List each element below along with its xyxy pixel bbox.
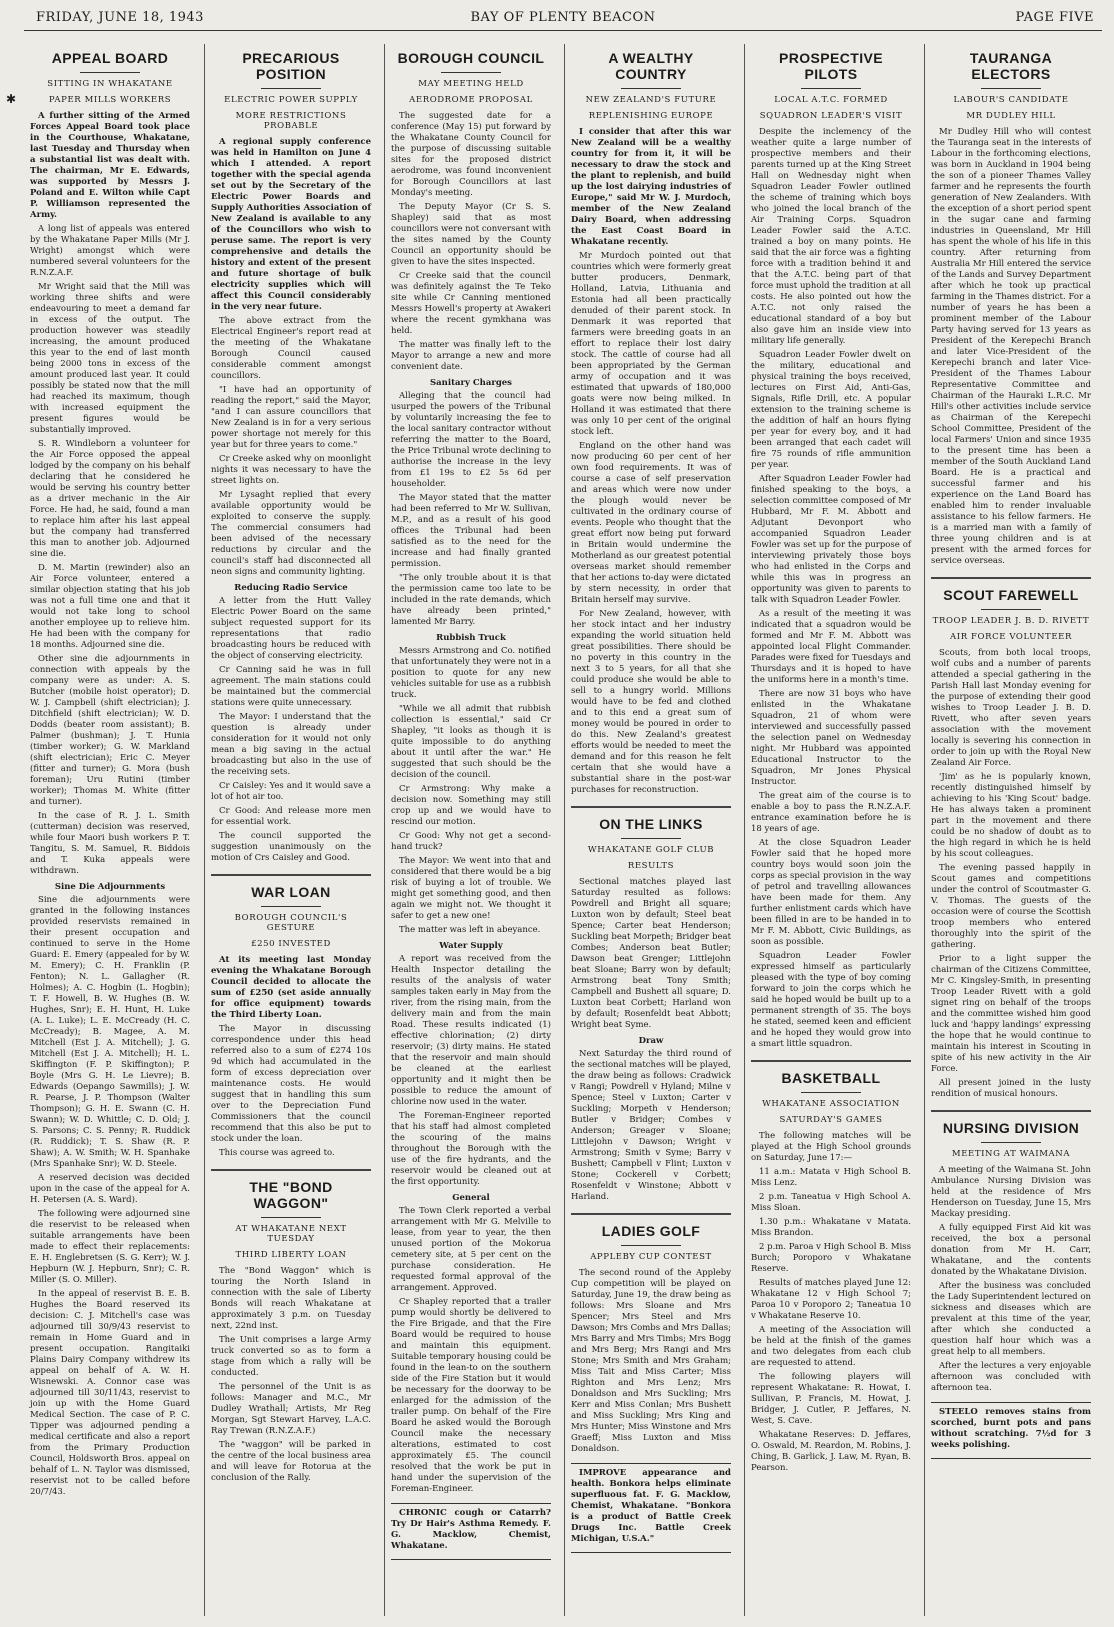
headline-rule: [621, 88, 681, 89]
article: [571, 50, 731, 796]
paragraph: England on the other hand was now producing 60 per cent of her own food requirements. It was of course a case of self preservation and areas which were now under the plough would never be cultivated in the ordinary course of events. People who thought that the great effort now being put forward in Britain would undermine the Motherland as our greatest potential overseas market should remember that her actions to-day were dictated by stern necessity, in order that Britain herself may survive.: [571, 441, 731, 605]
article-headline: THE "BOND WAGGON": [249, 1179, 333, 1211]
headline-rule: [981, 609, 1041, 610]
paragraph: As a result of the meeting it was indicated that a squadron would be formed and Mr F. M. Abbott was appointed local Flight Commander. Parades were fixed for Tuesdays and Thursdays and it is hoped to have the uniforms here in a month's time.: [751, 609, 911, 685]
article: [391, 378, 551, 628]
paragraph: All present joined in the lusty rendition of musical honours.: [931, 1078, 1091, 1099]
lead-paragraph: A regional supply conference was held in Hamilton on June 4 which I attended. A report together with the special agenda set out by the Secretary of the Electric Power Boards and Supply Authorities Association of New Zealand is available to any of the Councillors who wish to peruse same. The report is very comprehensive and details the history and extent of the present and future shortage of bulk electricity supplies which will affect this Council considerably in the very near future.: [211, 137, 371, 312]
paragraph: Cr Canning said he was in full agreement. The main stations could be maintained but the commercial stations were quite unnecessary.: [211, 665, 371, 708]
column-2: [204, 44, 375, 1616]
paragraph: The personnel of the Unit is as follows: Manager and M.C., Mr Dudley Wrathall; Artists, Mr Reg Morgan, Sgt Stewart Harvey, L.A.C. Ray Trewan (R.N.Z.A.F.): [211, 1382, 371, 1436]
article-subheading-secondary: MORE RESTRICTIONS PROBABLE: [235, 111, 347, 131]
article-divider: [751, 1060, 911, 1062]
article-subheading: WHAKATANE ASSOCIATION: [762, 1099, 900, 1109]
headline-rule: [621, 1245, 681, 1246]
paragraph: Squadron Leader Fowler dwelt on the military, educational and physical training the boys received, lectures on First Aid, Anti-Gas, Signals, Rifle Drill, etc. A popular extension to the training scheme is the addition of half an hours flying per year for every boy, and it had been arranged that each cadet will fire 75 rounds of rifle ammunition per year.: [751, 350, 911, 470]
article: [30, 50, 190, 877]
paragraph: In the case of R. J. L. Smith (cutterman) decision was reserved, while four Maori bush workers P. T. Tangitu, S. M. Samuel, R. Biddois and T. Kuka appeals were withdrawn.: [30, 811, 190, 876]
paragraph: The "Bond Waggon" which is touring the North Island in connection with the sale of Liberty Bonds will reach Whakatane at approximately 3 p.m. on Tuesday next, 22nd inst.: [211, 1266, 371, 1331]
paragraph: Cr Armstrong: Why make a decision now. Something may still crop up and we would have to rescind our motion.: [391, 784, 551, 827]
paragraph: For New Zealand, however, with her stock intact and her industry expanding the world situation held great possibilities. There should be no poverty in this country in the next 3 to 5 years, for all that she could produce she would be able to sell to a hungry world. Millions would have to be fed and clothed and to this end a great sum of money would be poured in order to do this. New Zealand's greatest efforts would be needed to meet the demand and for this reason he felt certain that she would have a substantial share in the post-war purchases for reconstruction.: [571, 609, 731, 795]
paragraph: The matter was finally left to the Mayor to arrange a new and more convenient date.: [391, 340, 551, 372]
article-subheading-secondary: MR DUDLEY HILL: [966, 111, 1056, 121]
article-headline: SCOUT FAREWELL: [943, 587, 1079, 603]
paragraph: Squadron Leader Fowler expressed himself as particularly pleased with the type of boy coming forward to join the corps which he said he hoped would be built up to a permanent strength of 35. The boys he stated, seemed keen and efficient and he hoped they would grow into a smart little squadron.: [751, 951, 911, 1049]
paragraph: In the appeal of reservist B. E. B. Hughes the Board reserved its decision: C. J. Mitchell's case was adjourned till 30/9/43 reservist to remain in Home Guard and in present occupation. Rangitaiki Plains Dairy Company withdrew its appeal on behalf of A. W. H. Wisnewski. A. Connor case was adjourned till 30/11/43, reservist to join up with the Home Guard Medical Section. The case of P. C. Tipper was adjourned pending a medical certificate and also a report from the Primary Production Council, Holdsworth Bros. appeal on behalf of L. N. Taylor was dismissed, reservist not to be called before 20/7/43.: [30, 1289, 190, 1497]
paragraph: Cr Creeke said that the council was definitely against the Te Teko site while Cr Canning mentioned Messrs Howell's property at Awakeri where the recent gymkhana was held.: [391, 271, 551, 336]
headline-rule: [981, 1142, 1041, 1143]
article: [751, 1060, 911, 1474]
article-divider: [931, 1110, 1091, 1112]
paragraph: Mr Lysaght replied that every available opportunity would be exploited to conserve the supply. The commercial consumers had been advised of the necessary reductions by circular and the council's staff had disconnected all neon signs and community lighting.: [211, 490, 371, 577]
article-headline: PROSPECTIVE PILOTS: [779, 50, 883, 82]
paragraph: Despite the inclemency of the weather quite a large number of prospective members and their parents turned up at the King Street Hall on Wednesday night when Squadron Leader Fowler outlined the scheme of training which boys who joined the local branch of the Air Training Corps. Squadron Leader Fowler said the A.T.C. trained a boy on many points. He said that the air force was a fighting force with a tradition behind it and that the A.T.C. being part of that force must uphold the tradition at all costs. He also pointed out how the A.T.C. not only raised the educational standard of a boy but also gave him an inside view into military life generally.: [751, 127, 911, 346]
column-5: [744, 44, 915, 1616]
section-heading: Sine Die Adjournments: [54, 882, 166, 892]
headline-rule: [801, 1092, 861, 1093]
article-divider: [571, 1213, 731, 1215]
article-headline: APPEAL BOARD: [51, 50, 169, 66]
paragraph: Cr Caisley: Yes and it would save a lot of hot air too.: [211, 781, 371, 802]
paragraph: A reserved decision was decided upon in the case of the appeal for A. H. Petersen (A. S. Ward).: [30, 1173, 190, 1205]
paragraph: The Mayor stated that the matter had been referred to Mr W. Sullivan, M.P., and as a result of his good offices the Tribunal had been satisfied as to the need for the increase and had finally granted permission.: [391, 493, 551, 569]
article: [931, 1110, 1091, 1394]
section-heading: Reducing Radio Service: [234, 583, 348, 593]
paragraph: A letter from the Hutt Valley Electric Power Board on the same subject requested support for its representations that radio broadcasting hours be reduced with the object of conserving electricity.: [211, 596, 371, 661]
columns-container: [24, 44, 1104, 1618]
paragraph: Next Saturday the third round of the sectional matches will be played, the draw being as follows: Cradwick v Rangi; Powdrell v Hyland; Milne v Spence; Steel v Luxton; Carter v Suckling; Morpeth v Henderson; Butler v Bridger; Combes v Anderson; Greager v Sloane; Littlejohn v Dawson; Wright v Armstrong; Smith v Syme; Barry v Bushett; Campbell v Flint; Luxton v Stone; Cockerell v Corbett; Rosenfeldt v Winstone; Abbott v Harland.: [571, 1049, 731, 1202]
paragraph: Cr Good: And release more men for essential work.: [211, 806, 371, 827]
section-heading: General: [452, 1193, 490, 1203]
article-subheading: ELECTRIC POWER SUPPLY: [224, 95, 358, 105]
paragraph: The following matches will be played at the High School grounds on Saturday, June 17:—: [751, 1131, 911, 1163]
article: [211, 874, 371, 1159]
article: [391, 941, 551, 1188]
paragraph: 'Jim' as he is popularly known, recently distinguished himself by achieving to his 'King Scout' badge. He has always taken a prominent part in the movement and there could be no shadow of doubt as to the high regard in which he is held by his scout colleagues.: [931, 772, 1091, 859]
paragraph: Cr Shapley reported that a trailer pump would shortly be delivered to the Fire Brigade, and that the Fire Board would be required to house and maintain this equipment. Suitable temporary housing could be found in the lean-to on the southern side of the Fire Station but it would be necessary for the doorway to be enlarged for the admission of the trailer pump. On behalf of the Fire Board he asked would the Borough Council make the necessary alterations, estimated to cost approximately £5. The council resolved that the work be put in hand under the supervision of the Foreman-Engineer.: [391, 1297, 551, 1494]
headline-rule: [261, 906, 321, 907]
article: [391, 50, 551, 373]
headline-rule: [80, 72, 140, 73]
article-subheading-secondary: THIRD LIBERTY LOAN: [235, 1250, 347, 1260]
section-heading: Sanitary Charges: [430, 378, 512, 388]
paragraph: Alleging that the council had usurped the powers of the Tribunal by voluntarily increasing the fee to the local sanitary contractor without referring the matter to the Board, the Price Tribunal wrote declining to authorise the increase in the levy from £1 19s to £2 5s 6d per householder.: [391, 391, 551, 489]
paragraph: Mr Murdoch pointed out that countries which were formerly great butter producers, Denmark, Holland, Latvia, Lithuania and Estonia had all been practically denuded of their parent stock. In Denmark it was reported that farmers were breeding goats in an effort to replace their lost dairy stock. The cattle of course had all been appropriated by the German army of occupation and it was estimated that upwards of 180,000 goats were now being milked. In Holland it was estimated that there was only 10 per cent of the original stock left.: [571, 251, 731, 437]
paragraph: The great aim of the course is to enable a boy to pass the R.N.Z.A.F. entrance examination before he is 18 years of age.: [751, 791, 911, 834]
paragraph: Prior to a light supper the chairman of the Citizens Committee, Mr C. Kingsley-Smith, in presenting Troop Leader Rivett with a gold signet ring on behalf of the troops and the committee wished him good luck and 'happy landings' expressing the hope that he would continue to maintain his interest in Scouting in spite of his new activity in the Air Force.: [931, 954, 1091, 1074]
section-heading: Rubbish Truck: [436, 633, 506, 643]
paragraph: After the lectures a very enjoyable afternoon was concluded with afternoon tea.: [931, 1361, 1091, 1393]
paragraph: A meeting of the Waimana St. John Ambulance Nursing Division was held at the residence of Mrs Henderson on Tuesday, June 15, Mrs Mackay presiding.: [931, 1165, 1091, 1219]
article-subheading: WHAKATANE GOLF CLUB: [587, 845, 715, 855]
headline-rule: [801, 88, 861, 89]
paragraph: A report was received from the Health Inspector detailing the results of the analysis of water samples taken early in May from the river, from the rising main, from the delivery main and from the main Road. These results indicated (1) effective chlorination; (2) dirty reservoir; (3) dirty mains. He stated that the reservoir and main should be cleaned at the earliest opportunity and it might then be possible to reduce the amount of chlorine now used in the water.: [391, 954, 551, 1107]
paragraph: The Foreman-Engineer reported that his staff had almost completed the scouring of the mains throughout the Borough with the use of the fire hydrants, and the reservoir would be cleaned out at the first opportunity.: [391, 1111, 551, 1187]
paragraph: The Mayor: I understand that the question is already under consideration for it would not only mean a big saving in the actual broadcasting but also in the use of the receiving sets.: [211, 712, 371, 777]
article-divider: [571, 806, 731, 808]
lead-paragraph: At its meeting last Monday evening the Whakatane Borough Council decided to allocate the sum of £250 (set aside annually for office equipment) towards the Third Liberty Loan.: [211, 955, 371, 1020]
article-subheading: BOROUGH COUNCIL'S GESTURE: [234, 913, 348, 933]
paragraph: The Deputy Mayor (Cr S. S. Shapley) said that as most councillors were not conversant with the sites named by the County Council an opportunity should be given to have the sites inspected.: [391, 202, 551, 267]
advertisement-text: IMPROVE appearance and health. Bonkora helps eliminate superfluous fat. F. G. Macklow, Chemist, Whakatane. "Bonkora is a product of Battle Creek Drugs Inc. Battle Creek Michigan, U.S.A.": [571, 1468, 731, 1544]
paragraph: The Mayor in discussing correspondence under this head referred also to a sum of £274 10s 9d which had accumulated in the form of excess depreciation over maintenance costs. He would suggest that in handling this sum over to the Depreciation Fund Commissioners that the council recommend that this also be put to stock under the loan.: [211, 1024, 371, 1144]
article-subheading: SITTING IN WHAKATANE: [47, 79, 173, 89]
paragraph: Whakatane Reserves: D. Jeffares, O. Oswald, M. Reardon, M. Robins, J. Ching, B. Garlick, J. Law, M. Ryan, B. Pearson.: [751, 1430, 911, 1473]
issue-date: FRIDAY, JUNE 18, 1943: [36, 10, 204, 25]
paragraph: There are now 31 boys who have enlisted in the Whakatane Squadron, 21 of whom were interviewed and successfully passed the selection panel on Wednesday night. Mr Hubbard was appointed Educational Instructor to the Squadron, Mr Jones Physical Instructor.: [751, 689, 911, 787]
article-subheading-secondary: SATURDAY'S GAMES: [779, 1115, 883, 1125]
paragraph: D. M. Martin (rewinder) also an Air Force volunteer, entered a similar objection stating that his job was not a full time one and that it would not take long to school another employee up to relieve him. He had been with the company for 18 months. Adjourned sine die.: [30, 563, 190, 650]
headline-rule: [441, 72, 501, 73]
article-subheading: AT WHAKATANE NEXT TUESDAY: [235, 1224, 347, 1244]
article: [571, 1036, 731, 1203]
paragraph: This course was agreed to.: [219, 1148, 335, 1158]
advertisement: [571, 1463, 731, 1553]
paragraph: "The only trouble about it is that the permission came too late to be included in the rate demands, which have already been printed," lamented Mr Barry.: [391, 573, 551, 627]
paragraph: At the close Squadron Leader Fowler said that he hoped more country boys would soon join the corps as special provision in the way of petrol and travelling allowances have been made for them. Any further enlistment cards which have been filled in are to be handed in to Mr F. M. Abbott, Civic Buildings, as soon as possible.: [751, 838, 911, 947]
article-subheading-secondary: AERODROME PROPOSAL: [409, 95, 533, 105]
paragraph: The suggested date for a conference (May 15) put forward by the Whakatane County Council for the purpose of discussing suitable sites for the proposed district aerodrome, was found inconvenient for Borough Councillors at last Monday's meeting.: [391, 111, 551, 198]
article-subheading: TROOP LEADER J. B. D. RIVETT: [932, 616, 1090, 626]
article-headline: PRECARIOUS POSITION: [242, 50, 340, 82]
page-number: PAGE FIVE: [1015, 10, 1094, 25]
paragraph: The Unit comprises a large Army truck converted so as to form a stage from which a rally will be conducted.: [211, 1335, 371, 1378]
column-1: [24, 44, 194, 1616]
paragraph: Mr Dudley Hill who will contest the Tauranga seat in the interests of Labour in the forthcoming elections, was born in Auckland in 1904 being the son of a pioneer Thames Valley farmer and he represents the fourth generation of New Zealanders. With the exception of a short period spent in the sugar cane and farming industries in Queensland, Mr Hill has spent the whole of his life in this country. After returning from Australia Mr Hill entered the service of the Lands and Survey Department after which he took up practical farming in the Thames district. For a number of years he has been a prominent member of the Labour Party having served for 13 years as President of the Kerepechi Branch and later Vice-President of the Kerepechi branch and later Vice-President of the Thames Labour Representative Committee and Chairman of the Hauraki L.R.C. Mr Hill's other activities include service as Chairman of the Kerepechi School Committee, President of the local Farmers' Union and since 1935 to the present time has been a member of the South Auckland Land Board. He is a practical and successful farmer and his experience on the Land Board has enabled him to render invaluable assistance to his fellow farmers. He is a married man with a family of three young children and is at present with the armed forces for service overseas.: [931, 127, 1091, 566]
article-subheading: MEETING AT WAIMANA: [951, 1149, 1071, 1159]
paragraph: After Squadron Leader Fowler had finished speaking to the boys, a selection committee composed of Mr Hubbard, Mr F. M. Abbott and Adjutant Devonport who accompanied Squadron Leader Fowler was set up for the purpose of interviewing privately those boys who had enlisted in the Corps and while this was in progress an opportunity was given to parents to talk with Squadron Leader Fowler.: [751, 474, 911, 605]
headline-rule: [261, 88, 321, 89]
article-subheading-secondary: SQUADRON LEADER'S VISIT: [759, 111, 903, 121]
article: [571, 806, 731, 1031]
masthead: [24, 4, 1102, 31]
article-headline: WAR LOAN: [251, 884, 331, 900]
article-divider: [931, 577, 1091, 579]
paragraph: Scouts, from both local troops, wolf cubs and a number of parents attended a special gathering in the Parish Hall last Monday evening for the purpose of extending their good wishes to Troop Leader J. B. D. Rivett, who after seven years association with the movement locally is severing his connection in order to join up with the Royal New Zealand Air Force.: [931, 648, 1091, 768]
section-heading: Water Supply: [439, 941, 503, 951]
paragraph: The following were adjourned sine die reservist to be released when suitable arrangements have been made to effect their replacements: E. H. Englebretsen (S. G. Kerr); W. J. Hepburn (W. J. Hepburn, Snr); C. R. Miller (S. O. Miller).: [30, 1209, 190, 1285]
article-headline: A WEALTHY COUNTRY: [608, 50, 694, 82]
article-divider: [211, 874, 371, 876]
article-subheading-secondary: AIR FORCE VOLUNTEER: [950, 632, 1072, 642]
article: [391, 633, 551, 936]
article: [571, 1213, 731, 1455]
lead-paragraph: A further sitting of the Armed Forces Appeal Board took place in the Courthouse, Whakatane, last Tuesday and Thursday when a substantial list was dealt with. The chairman, Mr E. Edwards, was supported by Messrs J. Poland and E. Wilton while Capt P. Williamson represented the Army.: [30, 111, 190, 220]
advertisement: [391, 1503, 551, 1560]
column-6: [924, 44, 1095, 1616]
advertisement-text: CHRONIC cough or Catarrh? Try Dr Hair's Asthma Remedy. F. G. Macklow, Chemist, Whakatane.: [391, 1508, 551, 1551]
article-divider: [211, 1169, 371, 1171]
paragraph: The above extract from the Electrical Engineer's report read at the meeting of the Whakatane Borough Council caused considerable comment amongst councillors.: [211, 316, 371, 381]
paragraph: 11 a.m.: Matata v High School B. Miss Lenz.: [751, 1167, 911, 1188]
advertisement: [931, 1402, 1091, 1459]
article-headline: ON THE LINKS: [599, 816, 703, 832]
article: [931, 50, 1091, 567]
article: [751, 50, 911, 1050]
advertisement-text: STEELO removes stains from scorched, burnt pots and pans without scratching. 7½d for 3 weeks polishing.: [931, 1407, 1091, 1450]
column-4: [564, 44, 735, 1616]
article: [931, 577, 1091, 1100]
section-heading: Draw: [638, 1036, 664, 1046]
headline-rule: [261, 1217, 321, 1218]
article-subheading: MAY MEETING HELD: [418, 79, 524, 89]
article-headline: LADIES GOLF: [601, 1223, 701, 1239]
article: [30, 882, 190, 1498]
paragraph: Messrs Armstrong and Co. notified that unfortunately they were not in a position to quote for any new vehicles suitable for use as a rubbish truck.: [391, 646, 552, 700]
article-subheading: APPLEBY CUP CONTEST: [590, 1252, 712, 1262]
paragraph: The evening passed happily in Scout games and competitions under the control of Scoutmaster G. V. Thomas. The guests of the occasion were of course the Scottish troop members who entered thoroughly into the spirit of the gathering.: [931, 863, 1091, 950]
article-subheading-secondary: PAPER MILLS WORKERS: [48, 95, 172, 105]
paragraph: "While we all admit that rubbish collection is essential," said Cr Shapley, "it looks as though it is quite impossible to do anything about it until after the war." He suggested that such should be the decision of the council.: [391, 704, 551, 780]
paragraph: A long list of appeals was entered by the Whakatane Paper Mills (Mr J. Wright) amongst which were numbered several volunteers for the R.N.Z.A.F.: [30, 224, 190, 278]
paragraph: 2 p.m. Paroa v High School B. Miss Burch; Poroporo v Whakatane Reserve.: [751, 1242, 911, 1274]
article-subheading-secondary: REPLENISHING EUROPE: [588, 111, 714, 121]
article-subheading: NEW ZEALAND'S FUTURE: [585, 95, 717, 105]
article-headline: NURSING DIVISION: [942, 1120, 1080, 1136]
paragraph: The Mayor: We went into that and considered that there would be a big risk of buying a lot of trouble. We might get something good, and then again we might not. We thought it safer to get a new one!: [391, 856, 551, 921]
article: [211, 583, 371, 864]
paragraph: "I have had an opportunity of reading the report," said the Mayor, "and I can assure councillors that New Zealand is in for a very serious power shortage not merely for this year but for three years to come.": [211, 385, 371, 450]
newspaper-name: BAY OF PLENTY BEACON: [470, 10, 656, 25]
paragraph: Mr Wright said that the Mill was working three shifts and were endeavouring to meet a demand far in excess of the output. The production however was steadily increasing, the amount produced this year to the end of last month being 2000 tons in excess of the amount produced last year. It could possibly be stated now that the mill had reached its maximum, though with increased equipment the present figures would be substantially improved.: [30, 282, 190, 435]
paragraph: A meeting of the Association will be held at the finish of the games and two delegates from each club are requested to attend.: [751, 1325, 911, 1368]
paragraph: Cr Creeke asked why on moonlight nights it was necessary to have the street lights on.: [211, 454, 371, 486]
article-headline: BOROUGH COUNCIL: [397, 50, 545, 66]
paragraph: The matter was left in abeyance.: [399, 925, 541, 935]
article-subheading-secondary: £250 INVESTED: [251, 939, 331, 949]
paragraph: Cr Good: Why not get a second-hand truck?: [391, 831, 551, 852]
article-subheading: LABOUR'S CANDIDATE: [953, 95, 1069, 105]
paragraph: Sectional matches played last Saturday resulted as follows: Powdrell and Bright all square; Luxton won by default; Steel beat Spence; Carter beat Henderson; Suckling beat Morpeth; Bridger beat Combes; Anderson beat Butler; Dawson beat Grenger; Littlejohn beat Sloane; Barry won by default; Armstrong beat Tony Smith; Campbell and Bushett all square; D. Luxton beat Corbett; Harland won by default; Rosenfeldt beat Abbott; Wright beat Syme.: [571, 877, 731, 1030]
paragraph: The following players will represent Whakatane: R. Howat, I. Sullivan, P. Francis, M. Howat, J. Bridger, J. Cutler, P. Jeffares, N. West, S. Cave.: [751, 1372, 911, 1426]
article-headline: TAURANGA ELECTORS: [969, 50, 1053, 82]
column-3: [384, 44, 555, 1616]
article-subheading: LOCAL A.T.C. FORMED: [774, 95, 888, 105]
margin-mark-icon: ✱: [6, 92, 17, 106]
paragraph: S. R. Windleborn a volunteer for the Air Force opposed the appeal lodged by the company on his behalf declaring that he considered he would be serving his country better as a driver mechanic in the Air Force. He had, he said, found a man to replace him after his last appeal but the company had transferred this man to another job. Adjourned sine die.: [30, 439, 190, 559]
paragraph: 2 p.m. Taneatua v High School A. Miss Sloan.: [751, 1192, 911, 1213]
headline-rule: [981, 88, 1041, 89]
paragraph: The Town Clerk reported a verbal arrangement with Mr G. Melville to lease, from year to year, the then unused portion of the Mokorua cemetery site, at 5 per cent on the purchase consideration. He requested formal approval of the arrangement. Approved.: [391, 1206, 551, 1293]
article: [211, 1169, 371, 1484]
article-headline: BASKETBALL: [781, 1070, 881, 1086]
paragraph: Results of matches played June 12: Whakatane 12 v High School 7; Paroa 10 v Poroporo 2; Taneatua 10 v Whakatane Reserve 10.: [751, 1278, 911, 1321]
paragraph: The second round of the Appleby Cup competition will be played on Saturday, June 19, the draw being as follows: Mrs Sloane and Mrs Spencer; Mrs Steel and Mrs Dawson; Mrs Combs and Mrs Dallas; Mrs Barry and Mrs Timbs; Mrs Bogg and Mrs Berg; Mrs Rangi and Mrs Stone; Mrs Smith and Mrs Graham; Miss Tait and Miss Carter; Miss Righton and Mrs Lenz; Mrs Donaldson and Mrs Suckling; Mrs Kerr and Miss Conlan; Mrs Bushett and Miss Suckling; Mrs King and Mrs Hunter; Miss Winstone and Mrs Graeff; Miss Luxton and Miss Donaldson.: [571, 1268, 731, 1454]
lead-paragraph: I consider that after this war New Zealand will be a wealthy country for from it, it will be necessary to draw the stock and the plant to replenish, and build up the lost dairying industries of Europe," said Mr W. J. Murdoch, member of the New Zealand Dairy Board, when addressing the East Coast Board in Whakatane recently.: [571, 127, 731, 247]
paragraph: The "waggon" will be parked in the centre of the local business area and will leave for Rotorua at the conclusion of the Rally.: [211, 1440, 371, 1483]
article: [391, 1193, 551, 1495]
paragraph: A fully equipped First Aid kit was received, the box a personal donation from Mr H. Carr, Whakatane, and the contents donated by the Whakatane Division.: [931, 1223, 1091, 1277]
paragraph: 1.30 p.m.: Whakatane v Matata. Miss Brandon.: [751, 1217, 911, 1238]
paragraph: After the business was concluded the Lady Superintendent lectured on sickness and diseases which are prevalent at this time of the year, after which she conducted a question half hour which was a great help to all members.: [931, 1281, 1091, 1357]
paragraph: Other sine die adjournments in connection with appeals by the company were as under: A. S. Butcher (mobile hoist operator); D. W. J. Campbell (shift electrician); J. Ditchfield (shift electrician); W. D. Dodds (beater room assistant); B. Palmer (bushman); J. T. Hunia (timber worker); G. W. Markland (shift electrician); Eric C. Meyer (fitter and turner); G. Mora (bush foreman); Uru Rutini (timber worker); Thomas M. White (fitter and turner).: [30, 654, 190, 807]
article-subheading-secondary: RESULTS: [627, 861, 675, 871]
headline-rule: [621, 838, 681, 839]
article: [211, 50, 371, 578]
paragraph: The council supported the suggestion unanimously on the motion of Crs Caisley and Good.: [211, 831, 371, 863]
paragraph: Sine die adjournments were granted in the following instances provided reservists remained in their present occupation and continued to serve in the Home Guard: E. Emery (appealed for by W. M. Emery); C. H. Franklin (P. Fenton); N. L. Gallagher (R. Holmes); A. C. Hogbin (L. Hogbin); T. F. Howell, B. W. Hughes (B. W. Hughes, Snr); E. H. Hunt, H. Luke (A. L. Luke); L. E. McCready (H. C. McCready); B. Magee, A. M. Mitchell (Est J. A. Mitchell); J. G. Mitchell (Est J. A. Mitchell); H. L. Skiffington (F. P. Skiffington); P. Boyle (Mrs G. H. Le Lievre); B. Edwards (Oepango Sawmills); J. W. R. Pearse, J. P. Thompson (Walter Thompson); G. H. E. Swann (C. H. Swann); W. D. Whittle; C. D. Old; J. S. Parsons; C. S. Penny; R. Ruddick (R. Ruddick); T. S. Shaw (R. P. Shaw); A. W. Smith; W. H. Spanhake (Mrs Spanhake Snr); W. D. Steele.: [30, 895, 190, 1169]
